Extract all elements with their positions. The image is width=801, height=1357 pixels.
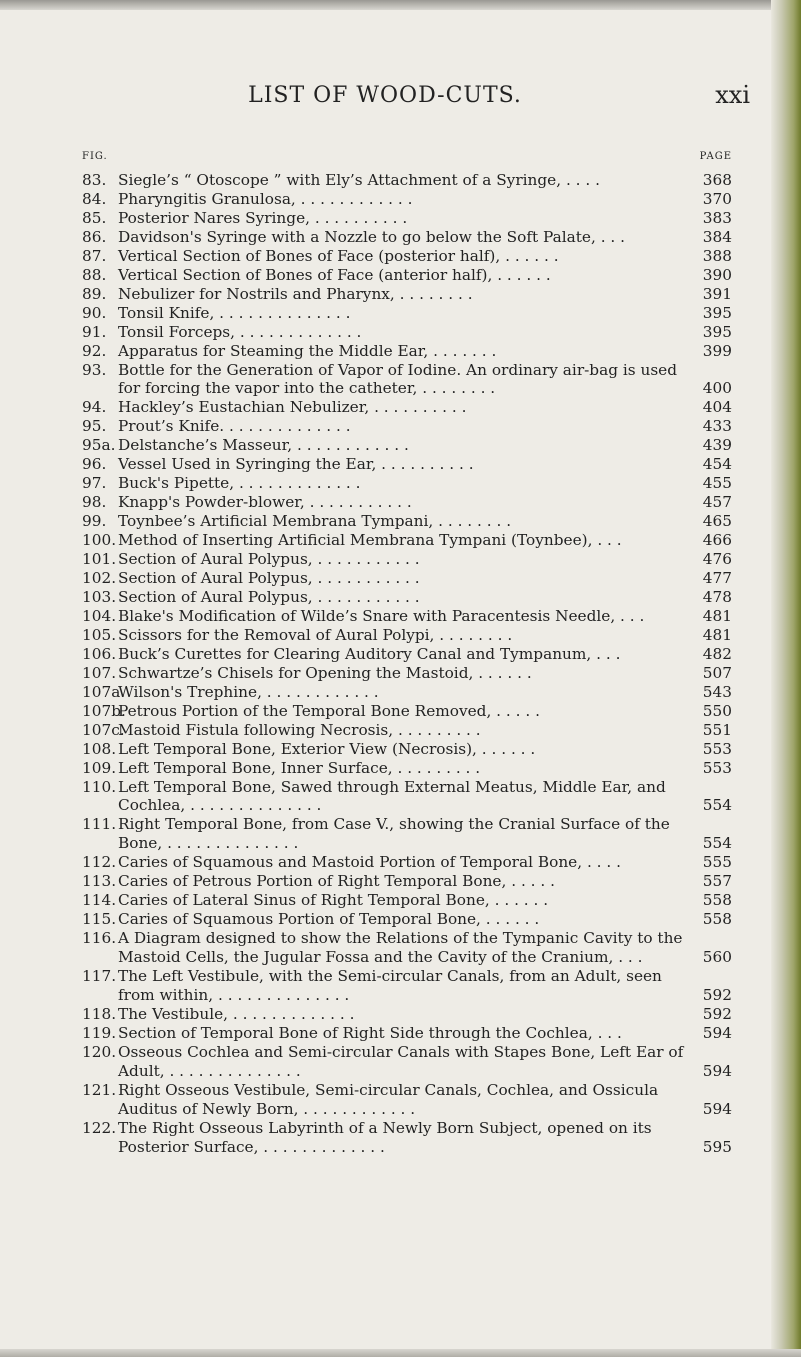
figure-number: 103. <box>82 587 117 606</box>
list-item <box>82 607 732 626</box>
figure-caption: Left Temporal Bone, Sawed through External Meatus, Middle Ear, and Cochlea, . . . . . . . . . . . . . . <box>118 777 666 815</box>
list-item <box>82 550 732 569</box>
page-ref: 395 <box>702 322 732 341</box>
figure-caption: Vertical Section of Bones of Face (posterior half), . . . . . . <box>118 246 559 265</box>
list-item <box>82 304 732 323</box>
figure-caption: Prout’s Knife. . . . . . . . . . . . . . <box>118 417 351 436</box>
figure-number: 86. <box>82 227 107 246</box>
page-ref: 439 <box>702 436 732 455</box>
page-ref: 594 <box>702 1023 732 1042</box>
list-item <box>82 759 732 778</box>
list-item <box>82 588 732 607</box>
list-item <box>82 626 732 645</box>
figure-caption: Vertical Section of Bones of Face (anterior half), . . . . . . <box>118 265 551 284</box>
figure-number: 121. <box>82 1080 117 1099</box>
figure-number: 116. <box>82 929 117 948</box>
list-item <box>82 702 732 721</box>
figure-number: 90. <box>82 303 107 322</box>
figure-number: 84. <box>82 189 107 208</box>
page-edge-bottom <box>0 1349 801 1357</box>
page-header <box>0 75 770 115</box>
figure-caption: Vessel Used in Syringing the Ear, . . . . . . . . . . <box>118 455 474 474</box>
page-edge-top <box>0 0 801 10</box>
figure-number: 92. <box>82 341 107 360</box>
figure-caption: Mastoid Fistula following Necrosis, . . . . . . . . . <box>118 720 481 739</box>
list-item <box>82 323 732 342</box>
page-ref: 466 <box>702 531 732 550</box>
figure-number: 95a. <box>82 436 116 455</box>
page-ref: 457 <box>702 493 732 512</box>
list-item <box>82 247 732 266</box>
figure-caption: Nebulizer for Nostrils and Pharynx, . . . . . . . . <box>118 284 473 303</box>
page-ref: 595 <box>702 1137 732 1156</box>
list-item <box>82 285 732 304</box>
page-ref: 554 <box>702 796 732 815</box>
list-item <box>82 1024 732 1043</box>
page-ref: 404 <box>702 398 732 417</box>
page-ref: 433 <box>702 417 732 436</box>
list-item <box>82 209 732 228</box>
figure-number: 88. <box>82 265 107 284</box>
figure-caption: Blake's Modification of Wilde’s Snare with Paracentesis Needle, . . . <box>118 606 645 625</box>
page-column-heading: PAGE <box>699 151 732 162</box>
figure-number: 99. <box>82 512 107 531</box>
figure-number: 83. <box>82 171 107 189</box>
page-ref: 481 <box>702 606 732 625</box>
list-item <box>82 474 732 493</box>
fig-column-heading: FIG. <box>82 151 108 162</box>
figure-caption: The Left Vestibule, with the Semi-circular Canals, from an Adult, seen from within, . . . . . . . . . . . . . . <box>118 967 662 1004</box>
list-item <box>82 910 732 929</box>
page-number: xxi <box>715 81 750 109</box>
page-ref: 550 <box>702 701 732 720</box>
list-item <box>82 1005 732 1024</box>
figure-caption: Right Temporal Bone, from Case V., showing the Cranial Surface of the Bone, . . . . . . . . . . . . . . <box>118 815 670 853</box>
page-ref: 554 <box>702 834 732 853</box>
figure-number: 87. <box>82 246 107 265</box>
figure-caption: Schwartze’s Chisels for Opening the Mastoid, . . . . . . <box>118 663 532 682</box>
page-edge-right <box>771 0 801 1357</box>
figure-number: 119. <box>82 1023 117 1042</box>
figure-number: 95. <box>82 417 107 436</box>
figure-caption: Tonsil Forceps, . . . . . . . . . . . . . <box>118 322 362 341</box>
figure-number: 107c. <box>82 720 125 739</box>
figure-caption: Delstanche’s Masseur, . . . . . . . . . . . . <box>118 436 409 455</box>
figure-number: 98. <box>82 493 107 512</box>
figure-number: 118. <box>82 1004 117 1023</box>
figure-caption: Left Temporal Bone, Exterior View (Necrosis), . . . . . . <box>118 739 536 758</box>
running-title: LIST OF WOOD-CUTS. <box>248 83 522 108</box>
figure-number: 102. <box>82 569 117 588</box>
page-ref: 507 <box>702 663 732 682</box>
page-ref: 399 <box>702 341 732 360</box>
page-ref: 558 <box>702 891 732 910</box>
page-ref: 454 <box>702 455 732 474</box>
page-ref: 543 <box>702 682 732 701</box>
page-ref: 476 <box>702 550 732 569</box>
page-ref: 465 <box>702 512 732 531</box>
list-item <box>82 683 732 702</box>
column-headings <box>82 151 732 167</box>
figure-caption: Caries of Squamous Portion of Temporal Bone, . . . . . . <box>118 910 540 929</box>
figure-number: 105. <box>82 625 117 644</box>
figure-caption: Buck’s Curettes for Clearing Auditory Canal and Tympanum, . . . <box>118 644 621 663</box>
list-item <box>82 436 732 455</box>
page-ref: 592 <box>702 1004 732 1023</box>
page-ref: 390 <box>702 265 732 284</box>
figure-caption: Caries of Petrous Portion of Right Temporal Bone, . . . . . <box>118 872 555 891</box>
page-ref: 553 <box>702 758 732 777</box>
list-item <box>82 1081 732 1119</box>
list-item <box>82 228 732 247</box>
figure-caption: Caries of Lateral Sinus of Right Temporal Bone, . . . . . . <box>118 891 549 910</box>
page-ref: 400 <box>702 379 732 398</box>
list-item <box>82 361 732 399</box>
page-ref: 368 <box>702 171 732 189</box>
figure-caption: Knapp's Powder-blower, . . . . . . . . . . . <box>118 493 412 512</box>
figure-caption: Tonsil Knife, . . . . . . . . . . . . . . <box>118 303 351 322</box>
figure-caption: Left Temporal Bone, Inner Surface, . . . . . . . . . <box>118 758 481 777</box>
list-item <box>82 512 732 531</box>
figure-number: 109. <box>82 758 117 777</box>
page-ref: 477 <box>702 569 732 588</box>
list-item <box>82 398 732 417</box>
figure-number: 115. <box>82 910 117 929</box>
figure-caption: Toynbee’s Artificial Membrana Tympani, . . . . . . . . <box>118 512 512 531</box>
figure-caption: Caries of Squamous and Mastoid Portion of Temporal Bone, . . . . <box>118 853 621 872</box>
figure-caption: Hackley’s Eustachian Nebulizer, . . . . . . . . . . <box>118 398 467 417</box>
list-item <box>82 664 732 683</box>
list-item <box>82 853 732 872</box>
list-item <box>82 721 732 740</box>
figure-caption: A Diagram designed to show the Relations of the Tympanic Cavity to the Mastoid Cells, the Jugular Fossa and the Cavity of the Cranium, . . . <box>118 929 683 967</box>
list-item <box>82 872 732 891</box>
page-ref: 455 <box>702 474 732 493</box>
figure-caption: Section of Aural Polypus, . . . . . . . . . . . <box>118 569 420 588</box>
page-ref: 383 <box>702 208 732 227</box>
figure-number: 122. <box>82 1118 117 1137</box>
list-item <box>82 569 732 588</box>
list-item <box>82 891 732 910</box>
figure-number: 96. <box>82 455 107 474</box>
page-ref: 482 <box>702 644 732 663</box>
list-item <box>82 929 732 967</box>
figure-number: 107. <box>82 663 117 682</box>
list-item <box>82 778 732 816</box>
figure-caption: Posterior Nares Syringe, . . . . . . . . . . <box>118 208 408 227</box>
page-ref: 384 <box>702 227 732 246</box>
list-item <box>82 645 732 664</box>
figure-number: 110. <box>82 777 117 796</box>
figure-caption: Method of Inserting Artificial Membrana Tympani (Toynbee), . . . <box>118 531 622 550</box>
list-item <box>82 171 732 190</box>
page-ref: 555 <box>702 853 732 872</box>
list-item <box>82 417 732 436</box>
page-ref: 395 <box>702 303 732 322</box>
page-ref: 592 <box>702 985 732 1004</box>
figure-caption: The Right Osseous Labyrinth of a Newly Born Subject, opened on its Posterior Surface, . . . . . . . . . . . . . <box>118 1118 652 1156</box>
figure-number: 108. <box>82 739 117 758</box>
list-item <box>82 342 732 361</box>
page-ref: 594 <box>702 1099 732 1118</box>
list-item <box>82 266 732 285</box>
page-ref: 388 <box>702 246 732 265</box>
figure-number: 94. <box>82 398 107 417</box>
figure-number: 93. <box>82 360 107 379</box>
figure-number: 97. <box>82 474 107 493</box>
figure-number: 91. <box>82 322 107 341</box>
figure-number: 112. <box>82 853 117 872</box>
figure-caption: Petrous Portion of the Temporal Bone Removed, . . . . . <box>118 701 540 720</box>
list-item <box>82 493 732 512</box>
page-ref: 553 <box>702 739 732 758</box>
page-ref: 558 <box>702 910 732 929</box>
figure-number: 113. <box>82 872 117 891</box>
figure-caption: Siegle’s “ Otoscope ” with Ely’s Attachment of a Syringe, . . . . <box>118 171 600 189</box>
page-ref: 551 <box>702 720 732 739</box>
page-ref: 594 <box>702 1061 732 1080</box>
list-item <box>82 190 732 209</box>
figure-number: 120. <box>82 1042 117 1061</box>
figure-caption: Section of Temporal Bone of Right Side through the Cochlea, . . . <box>118 1023 622 1042</box>
figure-caption: Davidson's Syringe with a Nozzle to go below the Soft Palate, . . . <box>118 227 626 246</box>
figure-caption: Bottle for the Generation of Vapor of Iodine. An ordinary air-bag is used for forcing the vapor into the catheter, . . . . . . . . <box>118 360 678 398</box>
figure-number: 101. <box>82 550 117 569</box>
list-item <box>82 815 732 853</box>
list-item <box>82 455 732 474</box>
page-ref: 560 <box>702 948 732 967</box>
page-ref: 481 <box>702 625 732 644</box>
figure-number: 111. <box>82 815 117 834</box>
figure-caption: Pharyngitis Granulosa, . . . . . . . . . . . . <box>118 189 413 208</box>
figure-number: 100. <box>82 531 117 550</box>
figure-caption: Osseous Cochlea and Semi-circular Canals with Stapes Bone, Left Ear of Adult, . . . . . . . . . . . . . . <box>118 1042 684 1080</box>
woodcut-list <box>82 171 732 1157</box>
page-ref: 557 <box>702 872 732 891</box>
figure-caption: Buck's Pipette, . . . . . . . . . . . . . <box>118 474 361 493</box>
figure-number: 107b. <box>82 701 126 720</box>
list-item <box>82 1043 732 1081</box>
figure-caption: Scissors for the Removal of Aural Polypi, . . . . . . . . <box>118 625 513 644</box>
figure-number: 85. <box>82 208 107 227</box>
list-item <box>82 531 732 550</box>
page-ref: 391 <box>702 284 732 303</box>
page-ref: 478 <box>702 587 732 606</box>
figure-caption: Wilson's Trephine, . . . . . . . . . . . . <box>118 682 379 701</box>
figure-caption: Section of Aural Polypus, . . . . . . . . . . . <box>118 587 420 606</box>
figure-number: 107a. <box>82 682 126 701</box>
figure-caption: Apparatus for Steaming the Middle Ear, . . . . . . . <box>118 341 497 360</box>
figure-number: 89. <box>82 284 107 303</box>
figure-number: 104. <box>82 606 117 625</box>
page-ref: 370 <box>702 189 732 208</box>
list-item <box>82 740 732 759</box>
list-item <box>82 967 732 1005</box>
figure-caption: The Vestibule, . . . . . . . . . . . . . <box>118 1004 355 1023</box>
figure-number: 106. <box>82 644 117 663</box>
figure-caption: Right Osseous Vestibule, Semi-circular Canals, Cochlea, and Ossicula Auditus of Newly Born, . . . . . . . . . . . . <box>118 1080 659 1118</box>
figure-number: 114. <box>82 891 117 910</box>
figure-number: 117. <box>82 967 117 986</box>
list-item <box>82 1119 732 1157</box>
figure-caption: Section of Aural Polypus, . . . . . . . . . . . <box>118 550 420 569</box>
